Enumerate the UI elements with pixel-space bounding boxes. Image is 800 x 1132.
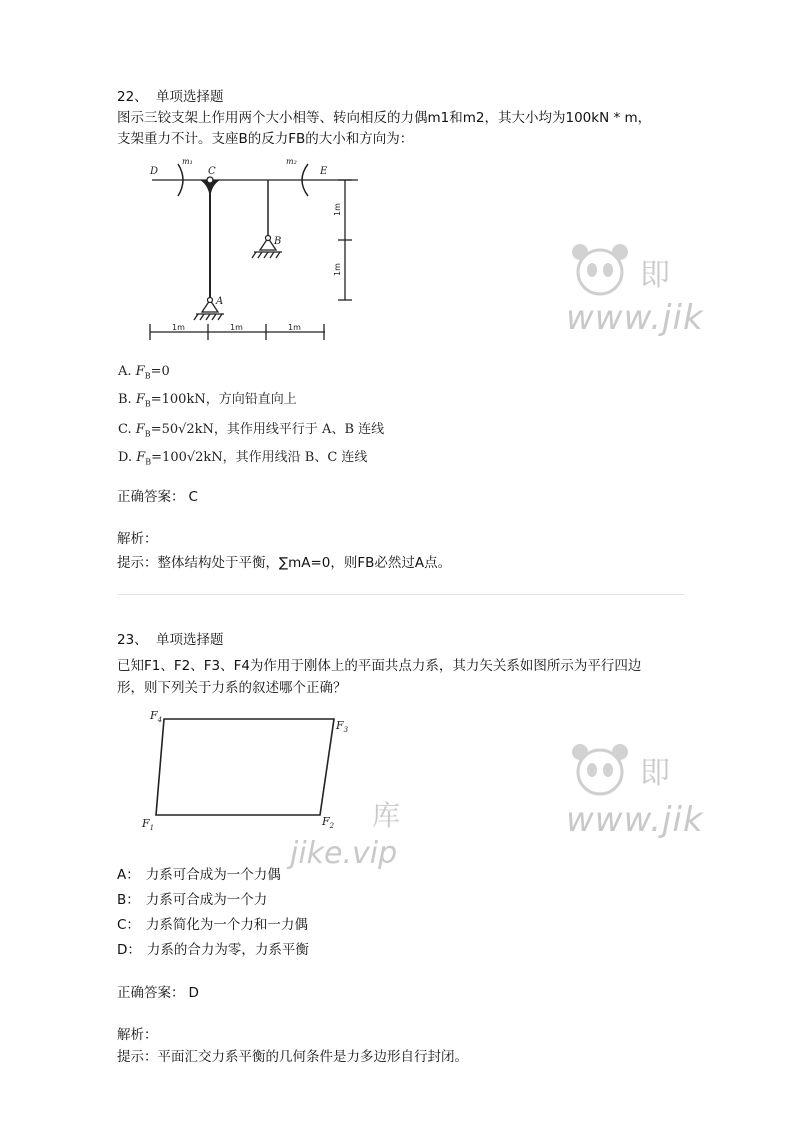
question-divider [117,594,684,595]
q22-answer: 正确答案： C [117,489,198,505]
q22-header [117,86,223,108]
q22-label-b: B [274,236,282,247]
panda-watermark-icon-2 [566,738,636,802]
watermark-url-partial: jike.vip [290,836,398,871]
q22-type: 单项选择题 [155,89,224,105]
q23-option-d: D： 力系的合力为零，力系平衡 [117,942,309,958]
q23-answer: 正确答案： D [117,985,199,1001]
q22-label-m1: m₁ [182,157,193,166]
q23-type: 单项选择题 [155,632,224,648]
watermark-url: www.jik [566,298,704,338]
q23-stem-line1: 已知F1、F2、F3、F4为作用于刚体上的平面共点力系，其力矢关系如图所示为平行四边 [117,658,642,674]
q22-label-a: A [216,296,224,307]
q22-label-d: D [150,166,159,177]
svg-text:F4: $F_4$ [150,709,163,724]
q22-stem-line1: 图示三铰支架上作用两个大小相等、转向相反的力偶m1和m2，其大小均为100kN * m， [117,110,652,126]
q22-label-e: E [320,166,328,177]
watermark-lib: 库 [372,799,401,832]
q22-dim-v2: 1m [333,263,342,276]
watermark-url-2: www.jik [566,800,704,840]
q22-option-c: C. $F_B=50√2kN$，其作用线平行于 A、B 连线 [118,422,385,439]
q23-stem-line2: 形，则下列关于力系的叙述哪个正确？ [117,680,347,696]
q22-option-b: B. $F_B=100kN$，方向铅直向上 [118,392,297,409]
q22-analysis-label: 解析： [117,531,158,547]
watermark-brand: 即 [640,258,670,293]
q22-truss-figure [140,150,370,360]
q23-parallelogram-figure [140,705,360,835]
q23-header [117,629,223,651]
q22-label-m2: m₂ [286,157,297,166]
q23-analysis: 提示：平面汇交力系平衡的几何条件是力多边形自行封闭。 [117,1049,468,1065]
q22-number: 22、 [117,89,148,105]
svg-text:F3: $F_3$ [336,719,349,734]
q22-option-a: A. $F_B=0$ [118,364,170,381]
q22-analysis: 提示：整体结构处于平衡，∑mA=0，则FB必然过A点。 [117,555,452,571]
q22-dim-h3: 1m [288,323,301,332]
q22-label-c: C [208,166,216,177]
q23-analysis-label: 解析： [117,1027,158,1043]
q22-dim-h2: 1m [230,323,243,332]
q22-option-d: D. $F_B=100√2kN$，其作用线沿 B、C 连线 [118,450,368,467]
q22-dim-h1: 1m [172,323,185,332]
q23-option-a: A： 力系可合成为一个力偶 [117,867,281,883]
q23-option-c: C： 力系简化为一个力和一力偶 [117,917,308,933]
q22-dim-v1: 1m [333,203,342,216]
watermark-brand-2: 即 [640,756,670,791]
svg-text:F1: $F_1$ [142,817,155,832]
q23-number: 23、 [117,632,148,648]
q23-option-b: B： 力系可合成为一个力 [117,892,268,908]
panda-watermark-icon [566,238,636,302]
q22-stem-line2: 支架重力不计。支座B的反力FB的大小和方向为： [117,131,414,147]
svg-text:F2: $F_2$ [322,815,335,830]
